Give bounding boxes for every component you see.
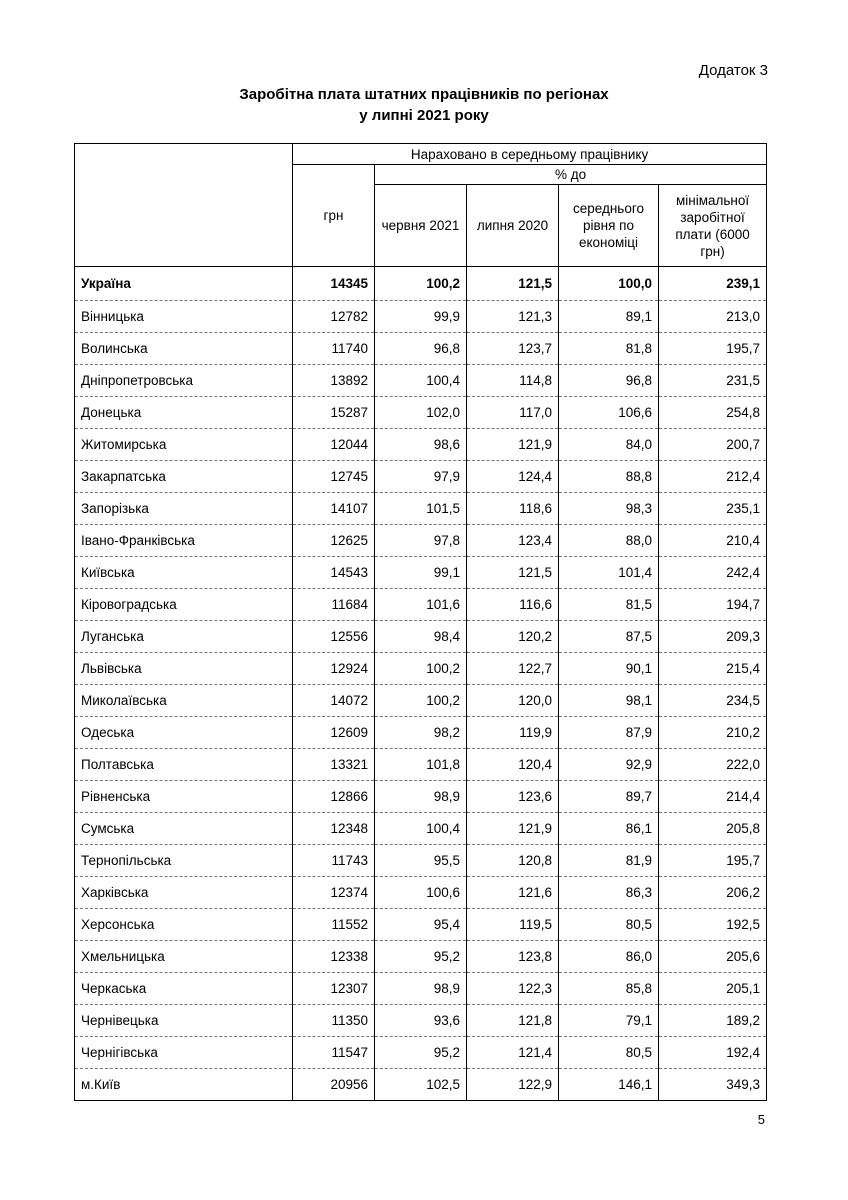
min-wage-cell: 209,3: [659, 621, 767, 653]
july-2020-cell: 123,8: [467, 941, 559, 973]
region-cell: Вінницька: [75, 301, 293, 333]
min-wage-cell: 210,2: [659, 717, 767, 749]
table-row: [75, 749, 767, 781]
uah-cell: 11684: [293, 589, 375, 621]
july-2020-cell: 120,4: [467, 749, 559, 781]
july-2020-cell: 123,4: [467, 525, 559, 557]
page-number: 5: [757, 1112, 765, 1127]
uah-cell: 12338: [293, 941, 375, 973]
table-row: [75, 685, 767, 717]
table-row: [75, 365, 767, 397]
july-2020-cell: 121,8: [467, 1005, 559, 1037]
table-row: [75, 429, 767, 461]
table-row: [75, 301, 767, 333]
table-row: [75, 653, 767, 685]
june-2021-cell: 98,9: [375, 973, 467, 1005]
uah-cell: 11547: [293, 1037, 375, 1069]
table-row: [75, 909, 767, 941]
july-2020-cell: 124,4: [467, 461, 559, 493]
avg-economy-cell: 106,6: [559, 397, 659, 429]
uah-cell: 15287: [293, 397, 375, 429]
avg-economy-cell: 89,1: [559, 301, 659, 333]
uah-cell: 12609: [293, 717, 375, 749]
region-cell: Київська: [75, 557, 293, 589]
june-2021-cell: 100,2: [375, 653, 467, 685]
avg-economy-cell: 100,0: [559, 267, 659, 301]
uah-cell: 12745: [293, 461, 375, 493]
region-cell: Рівненська: [75, 781, 293, 813]
uah-cell: 14107: [293, 493, 375, 525]
june-2021-cell: 99,9: [375, 301, 467, 333]
avg-economy-cell: 87,9: [559, 717, 659, 749]
table-row-total: [75, 267, 767, 301]
avg-economy-cell: 80,5: [559, 1037, 659, 1069]
june-2021-header: червня 2021: [375, 185, 467, 267]
july-2020-cell: 119,5: [467, 909, 559, 941]
avg-economy-header: середнього рівня по економіці: [559, 185, 659, 267]
june-2021-cell: 99,1: [375, 557, 467, 589]
avg-economy-cell: 79,1: [559, 1005, 659, 1037]
min-wage-cell: 206,2: [659, 877, 767, 909]
table-row: [75, 845, 767, 877]
min-wage-header: мінімальної заробітної плати (6000 грн): [659, 185, 767, 267]
min-wage-cell: 205,8: [659, 813, 767, 845]
june-2021-cell: 102,0: [375, 397, 467, 429]
region-cell: м.Київ: [75, 1069, 293, 1101]
uah-header: грн: [293, 165, 375, 267]
min-wage-cell: 210,4: [659, 525, 767, 557]
avg-economy-cell: 89,7: [559, 781, 659, 813]
july-2020-header: липня 2020: [467, 185, 559, 267]
title-line-2: у липні 2021 року: [359, 107, 489, 124]
accrued-header: Нараховано в середньому працівнику: [293, 144, 767, 165]
june-2021-cell: 101,5: [375, 493, 467, 525]
region-cell: Харківська: [75, 877, 293, 909]
annex-label: Додаток 3: [698, 62, 768, 79]
region-cell: Львівська: [75, 653, 293, 685]
july-2020-cell: 121,3: [467, 301, 559, 333]
uah-cell: 20956: [293, 1069, 375, 1101]
min-wage-cell: 212,4: [659, 461, 767, 493]
june-2021-cell: 101,6: [375, 589, 467, 621]
percent-to-header: % до: [375, 165, 767, 185]
avg-economy-cell: 98,3: [559, 493, 659, 525]
june-2021-cell: 97,8: [375, 525, 467, 557]
table-row: [75, 493, 767, 525]
region-cell: Одеська: [75, 717, 293, 749]
uah-cell: 12556: [293, 621, 375, 653]
uah-cell: 12924: [293, 653, 375, 685]
june-2021-cell: 101,8: [375, 749, 467, 781]
june-2021-cell: 100,2: [375, 267, 467, 301]
min-wage-cell: 200,7: [659, 429, 767, 461]
table-row: [75, 1069, 767, 1101]
uah-cell: 13321: [293, 749, 375, 781]
region-cell: Дніпропетровська: [75, 365, 293, 397]
avg-economy-cell: 86,0: [559, 941, 659, 973]
avg-economy-cell: 90,1: [559, 653, 659, 685]
uah-cell: 11552: [293, 909, 375, 941]
june-2021-cell: 95,4: [375, 909, 467, 941]
june-2021-cell: 98,4: [375, 621, 467, 653]
june-2021-cell: 98,9: [375, 781, 467, 813]
region-cell: Полтавська: [75, 749, 293, 781]
avg-economy-cell: 101,4: [559, 557, 659, 589]
avg-economy-cell: 86,1: [559, 813, 659, 845]
june-2021-cell: 95,5: [375, 845, 467, 877]
region-cell: Волинська: [75, 333, 293, 365]
avg-economy-cell: 88,8: [559, 461, 659, 493]
table-row: [75, 397, 767, 429]
min-wage-cell: 349,3: [659, 1069, 767, 1101]
region-header: [75, 144, 293, 267]
july-2020-cell: 121,9: [467, 429, 559, 461]
region-cell: Миколаївська: [75, 685, 293, 717]
table-row: [75, 557, 767, 589]
july-2020-cell: 117,0: [467, 397, 559, 429]
july-2020-cell: 121,6: [467, 877, 559, 909]
june-2021-cell: 97,9: [375, 461, 467, 493]
region-cell: Кіровоградська: [75, 589, 293, 621]
table-row: [75, 333, 767, 365]
min-wage-cell: 214,4: [659, 781, 767, 813]
region-cell: Донецька: [75, 397, 293, 429]
june-2021-cell: 100,6: [375, 877, 467, 909]
region-cell: Тернопільська: [75, 845, 293, 877]
uah-cell: 12044: [293, 429, 375, 461]
avg-economy-cell: 85,8: [559, 973, 659, 1005]
july-2020-cell: 120,0: [467, 685, 559, 717]
avg-economy-cell: 146,1: [559, 1069, 659, 1101]
min-wage-cell: 195,7: [659, 333, 767, 365]
uah-cell: 11743: [293, 845, 375, 877]
min-wage-cell: 234,5: [659, 685, 767, 717]
june-2021-cell: 95,2: [375, 941, 467, 973]
region-cell: Херсонська: [75, 909, 293, 941]
june-2021-cell: 98,6: [375, 429, 467, 461]
uah-cell: 12866: [293, 781, 375, 813]
july-2020-cell: 116,6: [467, 589, 559, 621]
min-wage-cell: 213,0: [659, 301, 767, 333]
uah-cell: 11350: [293, 1005, 375, 1037]
region-cell: Чернівецька: [75, 1005, 293, 1037]
july-2020-cell: 121,4: [467, 1037, 559, 1069]
uah-cell: 12307: [293, 973, 375, 1005]
min-wage-cell: 189,2: [659, 1005, 767, 1037]
min-wage-cell: 194,7: [659, 589, 767, 621]
uah-cell: 12625: [293, 525, 375, 557]
june-2021-cell: 100,4: [375, 365, 467, 397]
region-cell: Луганська: [75, 621, 293, 653]
june-2021-cell: 98,2: [375, 717, 467, 749]
title-line-1: Заробітна плата штатних працівників по регіонах: [239, 86, 609, 103]
uah-cell: 14543: [293, 557, 375, 589]
table-row: [75, 717, 767, 749]
wages-table: [74, 143, 767, 1101]
avg-economy-cell: 81,8: [559, 333, 659, 365]
table-row: [75, 461, 767, 493]
min-wage-cell: 205,1: [659, 973, 767, 1005]
min-wage-cell: 239,1: [659, 267, 767, 301]
min-wage-cell: 222,0: [659, 749, 767, 781]
table-row: [75, 877, 767, 909]
region-cell: Житомирська: [75, 429, 293, 461]
uah-cell: 12374: [293, 877, 375, 909]
table-row: [75, 781, 767, 813]
june-2021-cell: 102,5: [375, 1069, 467, 1101]
region-cell: Чернігівська: [75, 1037, 293, 1069]
avg-economy-cell: 87,5: [559, 621, 659, 653]
table-row: [75, 589, 767, 621]
min-wage-cell: 254,8: [659, 397, 767, 429]
june-2021-cell: 96,8: [375, 333, 467, 365]
min-wage-cell: 192,5: [659, 909, 767, 941]
avg-economy-cell: 81,5: [559, 589, 659, 621]
july-2020-cell: 121,5: [467, 267, 559, 301]
july-2020-cell: 122,9: [467, 1069, 559, 1101]
july-2020-cell: 122,7: [467, 653, 559, 685]
min-wage-cell: 242,4: [659, 557, 767, 589]
uah-cell: 12348: [293, 813, 375, 845]
july-2020-cell: 119,9: [467, 717, 559, 749]
uah-cell: 14072: [293, 685, 375, 717]
avg-economy-cell: 86,3: [559, 877, 659, 909]
june-2021-cell: 100,4: [375, 813, 467, 845]
table-row: [75, 941, 767, 973]
uah-cell: 12782: [293, 301, 375, 333]
table-row: [75, 813, 767, 845]
min-wage-cell: 195,7: [659, 845, 767, 877]
min-wage-cell: 205,6: [659, 941, 767, 973]
table-row: [75, 973, 767, 1005]
avg-economy-cell: 88,0: [559, 525, 659, 557]
june-2021-cell: 93,6: [375, 1005, 467, 1037]
table-row: [75, 1005, 767, 1037]
avg-economy-cell: 92,9: [559, 749, 659, 781]
table-row: [75, 1037, 767, 1069]
min-wage-cell: 215,4: [659, 653, 767, 685]
june-2021-cell: 95,2: [375, 1037, 467, 1069]
july-2020-cell: 120,8: [467, 845, 559, 877]
avg-economy-cell: 98,1: [559, 685, 659, 717]
uah-cell: 14345: [293, 267, 375, 301]
avg-economy-cell: 81,9: [559, 845, 659, 877]
region-cell: Черкаська: [75, 973, 293, 1005]
table-body: [75, 267, 767, 1101]
table-row: [75, 621, 767, 653]
july-2020-cell: 121,5: [467, 557, 559, 589]
region-cell: Україна: [75, 267, 293, 301]
uah-cell: 11740: [293, 333, 375, 365]
min-wage-cell: 235,1: [659, 493, 767, 525]
region-cell: Хмельницька: [75, 941, 293, 973]
min-wage-cell: 231,5: [659, 365, 767, 397]
july-2020-cell: 123,7: [467, 333, 559, 365]
avg-economy-cell: 96,8: [559, 365, 659, 397]
min-wage-cell: 192,4: [659, 1037, 767, 1069]
july-2020-cell: 118,6: [467, 493, 559, 525]
july-2020-cell: 114,8: [467, 365, 559, 397]
july-2020-cell: 123,6: [467, 781, 559, 813]
page-title: [0, 84, 848, 126]
july-2020-cell: 121,9: [467, 813, 559, 845]
july-2020-cell: 120,2: [467, 621, 559, 653]
table-row: [75, 525, 767, 557]
june-2021-cell: 100,2: [375, 685, 467, 717]
avg-economy-cell: 84,0: [559, 429, 659, 461]
july-2020-cell: 122,3: [467, 973, 559, 1005]
avg-economy-cell: 80,5: [559, 909, 659, 941]
uah-cell: 13892: [293, 365, 375, 397]
region-cell: Закарпатська: [75, 461, 293, 493]
region-cell: Івано-Франківська: [75, 525, 293, 557]
region-cell: Сумська: [75, 813, 293, 845]
region-cell: Запорізька: [75, 493, 293, 525]
